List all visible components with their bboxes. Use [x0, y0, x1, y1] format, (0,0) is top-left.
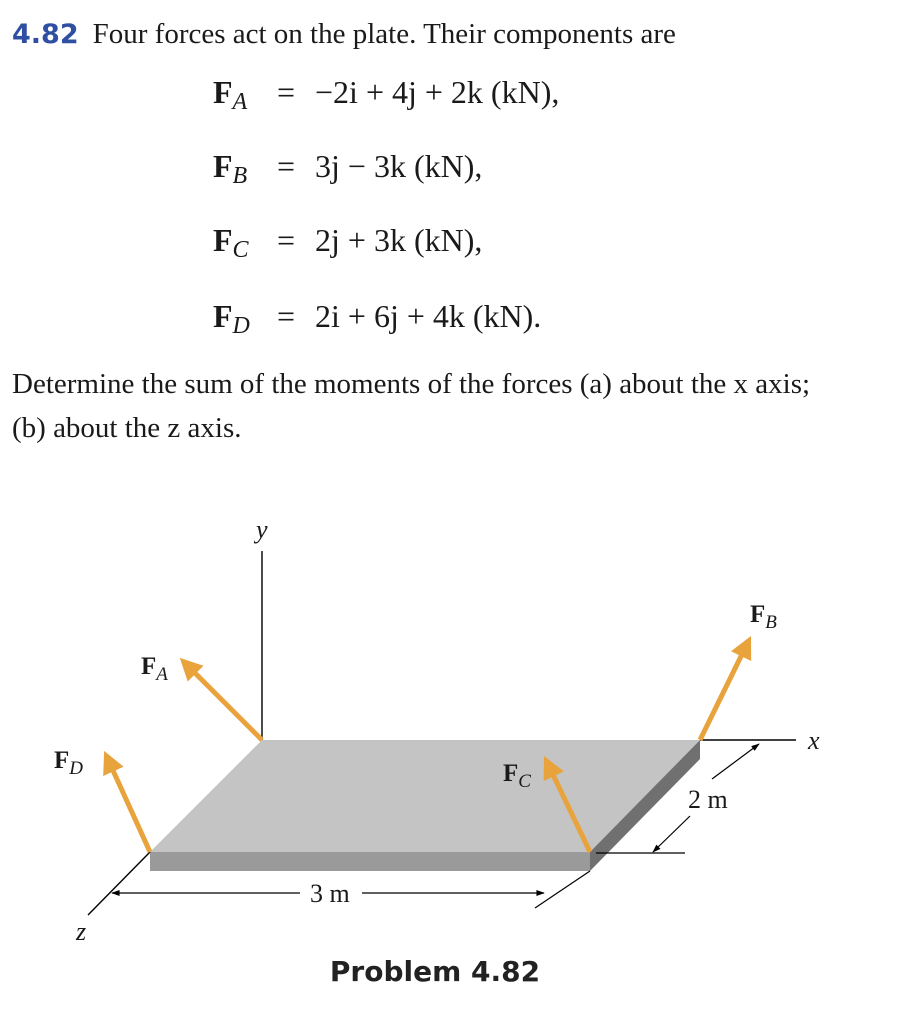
- force-arrow-a: [183, 661, 262, 740]
- plate-figure: [0, 480, 900, 950]
- axis-label-z: z: [76, 917, 87, 946]
- equation-fb: [0, 148, 900, 192]
- dimension-2m-top-arrow: [712, 744, 759, 779]
- force-label-b: [750, 601, 777, 633]
- equation-rhs: 2i + 6j + 4k (kN).: [315, 298, 542, 334]
- axis-label-y: y: [256, 515, 268, 544]
- equation-force-symbol: F: [213, 74, 233, 110]
- question-text: [12, 362, 892, 450]
- force-label-a-main: F: [141, 653, 157, 680]
- plate-front-face: [150, 852, 590, 871]
- equation-force-subscript: D: [232, 313, 250, 339]
- equation-force-subscript: A: [232, 89, 248, 115]
- force-label-d-main: F: [54, 747, 70, 774]
- equation-fd: [0, 298, 900, 342]
- question-line-2: (b) about the z axis.: [12, 412, 242, 444]
- equation-force-subscript: B: [232, 163, 248, 189]
- force-label-a-sub: A: [156, 664, 168, 685]
- z-axis-line: [88, 852, 150, 915]
- equation-fc: [0, 222, 900, 266]
- force-label-c-main: F: [503, 760, 519, 787]
- force-label-b-sub: B: [765, 612, 777, 633]
- question-line-1: Determine the sum of the moments of the forces (a) about the x axis;: [12, 368, 811, 400]
- equals-sign: =: [277, 222, 296, 258]
- problem-number: 4.82: [12, 19, 79, 50]
- equation-fa: [0, 74, 900, 118]
- axis-label-x: x: [808, 726, 820, 755]
- dimension-label-3m: 3 m: [310, 879, 350, 908]
- dimension-2m-bottom-arrow: [653, 816, 690, 852]
- force-arrow-d: [106, 755, 150, 852]
- figure-caption: [0, 955, 880, 988]
- force-label-b-main: F: [750, 601, 766, 628]
- equation-force-symbol: F: [213, 298, 233, 334]
- equation-rhs: 3j − 3k (kN),: [315, 148, 483, 184]
- equals-sign: =: [277, 298, 296, 334]
- equation-force-symbol: F: [213, 222, 233, 258]
- force-label-d: [54, 747, 83, 779]
- dimension-3m-extension: [535, 871, 590, 908]
- dimension-label-2m: 2 m: [688, 785, 728, 814]
- equals-sign: =: [277, 148, 296, 184]
- equation-force-subscript: C: [232, 237, 249, 263]
- equation-force-symbol: F: [213, 148, 233, 184]
- force-label-c-sub: C: [518, 771, 531, 792]
- equation-rhs: 2j + 3k (kN),: [315, 222, 483, 258]
- figure-caption-text: Problem 4.82: [329, 955, 541, 988]
- force-label-a: [141, 653, 168, 685]
- problem-intro: Four forces act on the plate. Their components are: [92, 18, 676, 50]
- equals-sign: =: [277, 74, 296, 110]
- problem-statement: [12, 18, 676, 51]
- force-label-d-sub: D: [69, 758, 84, 779]
- equation-rhs: −2i + 4j + 2k (kN),: [315, 74, 560, 110]
- force-arrow-b: [700, 640, 749, 740]
